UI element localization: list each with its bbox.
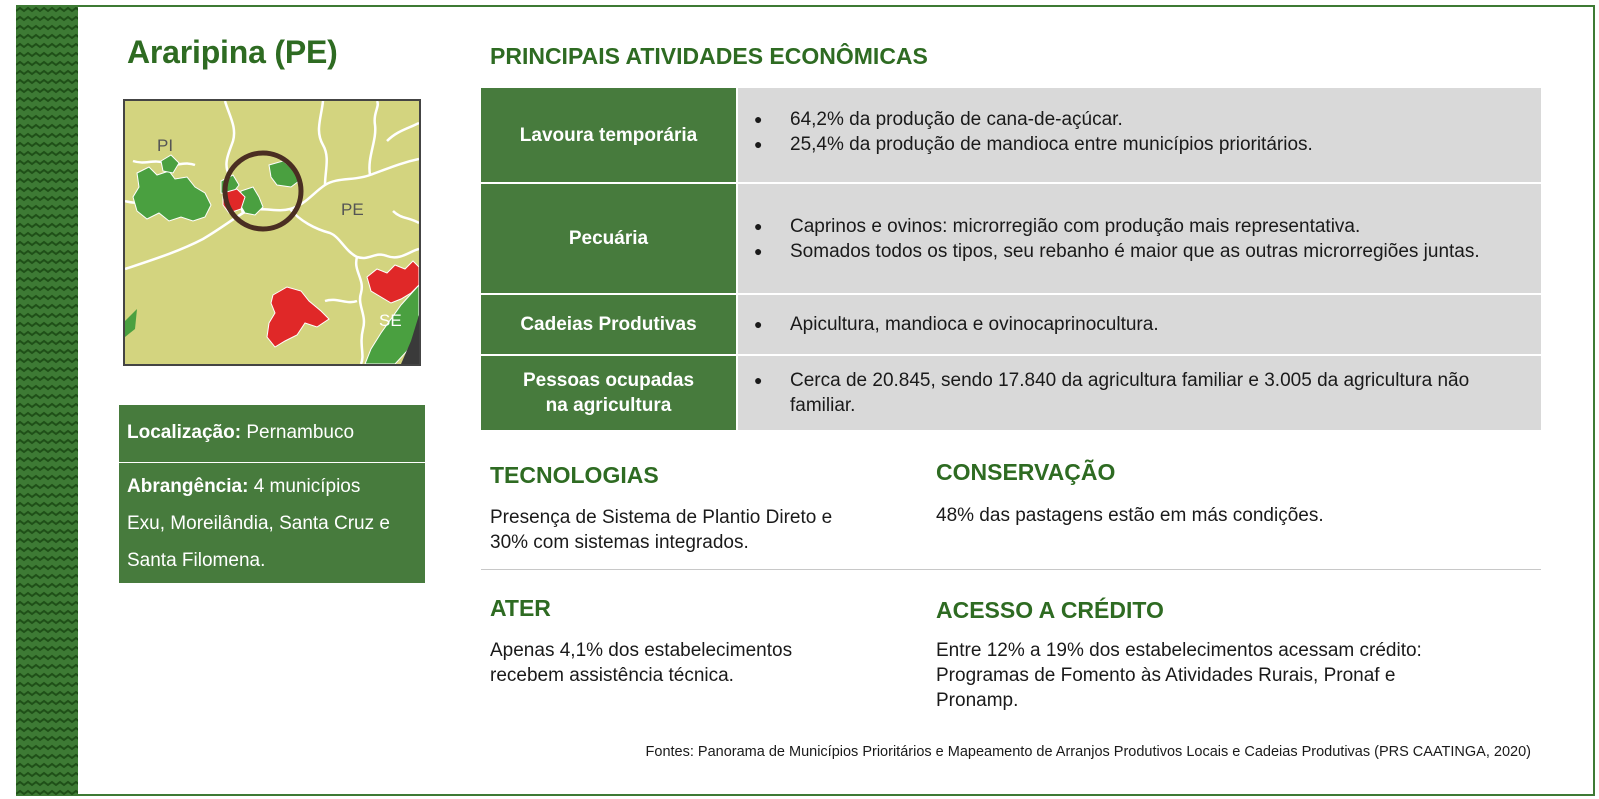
wave-line: [16, 458, 78, 461]
wave-line: [16, 755, 78, 758]
wave-line: [16, 44, 78, 47]
row-label: Cadeias Produtivas: [481, 295, 736, 354]
wave-line: [16, 782, 78, 785]
wave-line: [16, 512, 78, 515]
wave-line: [16, 620, 78, 623]
bullet-icon: ●: [754, 217, 763, 234]
wave-line: [16, 350, 78, 353]
wave-line: [16, 152, 78, 155]
wave-line: [16, 413, 78, 416]
wave-line: [16, 269, 78, 272]
sources-footnote: Fontes: Panorama de Municípios Prioritários e Mapeamento de Arranjos Produtivos Locais e Cadeias Produtivas (PRS CAATINGA, 2020): [645, 744, 1531, 760]
row-label: Lavoura temporária: [481, 88, 736, 182]
wave-line: [16, 728, 78, 731]
wave-line: [16, 503, 78, 506]
economy-title: PRINCIPAIS ATIVIDADES ECONÔMICAS: [490, 43, 928, 69]
location-value: Pernambuco: [246, 422, 355, 443]
wave-line: [16, 701, 78, 704]
scope-value: 4 municípios: [253, 476, 361, 497]
row-content: [736, 356, 1541, 430]
wave-line: [16, 233, 78, 236]
bullet-icon: ●: [754, 372, 763, 388]
row-label: Pecuária: [481, 184, 736, 293]
municipalities-list: Exu, Moreilândia, Santa Cruz e Santa Filomena.: [127, 513, 390, 571]
credit-title: ACESSO A CRÉDITO: [936, 597, 1164, 623]
wave-line: [16, 8, 78, 11]
wave-line: [16, 125, 78, 128]
row-content: [736, 88, 1541, 182]
wave-line: [16, 656, 78, 659]
wave-line: [16, 206, 78, 209]
ater-title: ATER: [490, 595, 551, 621]
wave-line: [16, 548, 78, 551]
wave-line: [16, 134, 78, 137]
section-divider: [481, 569, 1541, 570]
wave-line: [16, 35, 78, 38]
location-box: [119, 405, 425, 462]
wave-line: [16, 566, 78, 569]
table-row: [481, 356, 1541, 430]
wave-line: [16, 584, 78, 587]
wave-line: [16, 773, 78, 776]
wave-line: [16, 215, 78, 218]
list-item: ● Somados todos os tipos, seu rebanho é maior que as outras microrregiões juntas.: [754, 240, 1480, 262]
list-item: ● 64,2% da produção de cana-de-açúcar.: [754, 109, 1123, 130]
wave-line: [16, 593, 78, 596]
wave-line: [16, 260, 78, 263]
wave-line: [16, 476, 78, 479]
row-content: [736, 184, 1541, 293]
wave-line: [16, 71, 78, 74]
wave-line: [16, 53, 78, 56]
map-label-se: SE: [379, 311, 402, 330]
wave-line: [16, 341, 78, 344]
wave-line: [16, 557, 78, 560]
wave-line: [16, 692, 78, 695]
wave-line: [16, 17, 78, 20]
table-row: [481, 184, 1541, 295]
scope-box: [119, 463, 425, 583]
conservation-text: 48% das pastagens estão em más condições.: [936, 505, 1324, 526]
wave-line: [16, 143, 78, 146]
list-item: ● Apicultura, mandioca e ovinocaprinocultura.: [754, 314, 1159, 335]
wave-line: [16, 404, 78, 407]
ater-text: Apenas 4,1% dos estabelecimentos recebem assistência técnica.: [490, 640, 793, 686]
row-label: Pessoas ocupadas na agricultura: [481, 356, 736, 430]
economy-table: [481, 88, 1541, 430]
credit-text: Entre 12% a 19% dos estabelecimentos acessam crédito: Programas de Fomento às Atividades Rurais, Pronaf e Pronamp.: [936, 640, 1422, 711]
technologies-title: TECNOLOGIAS: [490, 462, 659, 488]
wave-line: [16, 26, 78, 29]
wave-line: [16, 62, 78, 65]
wave-line: [16, 377, 78, 380]
table-row: [481, 88, 1541, 184]
wave-line: [16, 791, 78, 794]
wave-line: [16, 98, 78, 101]
wave-line: [16, 197, 78, 200]
wave-line: [16, 89, 78, 92]
wave-line: [16, 422, 78, 425]
wave-line: [16, 161, 78, 164]
wave-line: [16, 485, 78, 488]
bullet-icon: ●: [754, 242, 763, 259]
wave-line: [16, 359, 78, 362]
technologies-text: Presença de Sistema de Plantio Direto e 30% com sistemas integrados.: [490, 507, 833, 553]
conservation-title: CONSERVAÇÃO: [936, 459, 1116, 485]
wave-line: [16, 683, 78, 686]
wave-line: [16, 602, 78, 605]
wave-line: [16, 395, 78, 398]
wave-line: [16, 179, 78, 182]
wave-line: [16, 368, 78, 371]
wave-line: [16, 674, 78, 677]
wave-line: [16, 638, 78, 641]
wave-line: [16, 107, 78, 110]
location-map: [123, 99, 421, 366]
wave-line: [16, 251, 78, 254]
wave-line: [16, 494, 78, 497]
table-row: [481, 295, 1541, 356]
wave-line: [16, 188, 78, 191]
wave-line: [16, 647, 78, 650]
wave-line: [16, 530, 78, 533]
wave-line: [16, 575, 78, 578]
wave-line: [16, 665, 78, 668]
map-label-pe: PE: [341, 200, 364, 219]
wave-line: [16, 449, 78, 452]
wave-line: [16, 287, 78, 290]
wave-line: [16, 278, 78, 281]
wave-line: [16, 710, 78, 713]
wave-line: [16, 611, 78, 614]
bullet-icon: ●: [754, 136, 763, 152]
scope-label: Abrangência:: [127, 476, 249, 497]
wave-line: [16, 224, 78, 227]
wave-line: [16, 521, 78, 524]
wave-line: [16, 170, 78, 173]
bullet-icon: ●: [754, 111, 763, 127]
wave-line: [16, 116, 78, 119]
location-label: Localização:: [127, 422, 242, 443]
wave-line: [16, 332, 78, 335]
wave-line: [16, 764, 78, 767]
list-item: ● Caprinos e ovinos: microrregião com produção mais representativa.: [754, 215, 1361, 237]
wave-line: [16, 719, 78, 722]
wave-line: [16, 305, 78, 308]
wave-line: [16, 440, 78, 443]
row-content: [736, 295, 1541, 354]
page-title: Araripina (PE): [127, 34, 338, 70]
bullet-icon: ●: [754, 316, 763, 332]
wave-line: [16, 323, 78, 326]
wave-line: [16, 314, 78, 317]
decorative-wave-strip: [16, 5, 78, 796]
wave-line: [16, 431, 78, 434]
list-item: ● 25,4% da produção de mandioca entre municípios prioritários.: [754, 134, 1313, 155]
wave-line: [16, 737, 78, 740]
wave-line: [16, 539, 78, 542]
wave-line: [16, 80, 78, 83]
list-item: ● Cerca de 20.845, sendo 17.840 da agricultura familiar e 3.005 da agricultura não familiar.: [754, 370, 1470, 416]
wave-line: [16, 746, 78, 749]
map-label-pi: PI: [157, 136, 174, 155]
wave-line: [16, 242, 78, 245]
wave-line: [16, 386, 78, 389]
wave-line: [16, 629, 78, 632]
wave-line: [16, 467, 78, 470]
wave-line: [16, 296, 78, 299]
